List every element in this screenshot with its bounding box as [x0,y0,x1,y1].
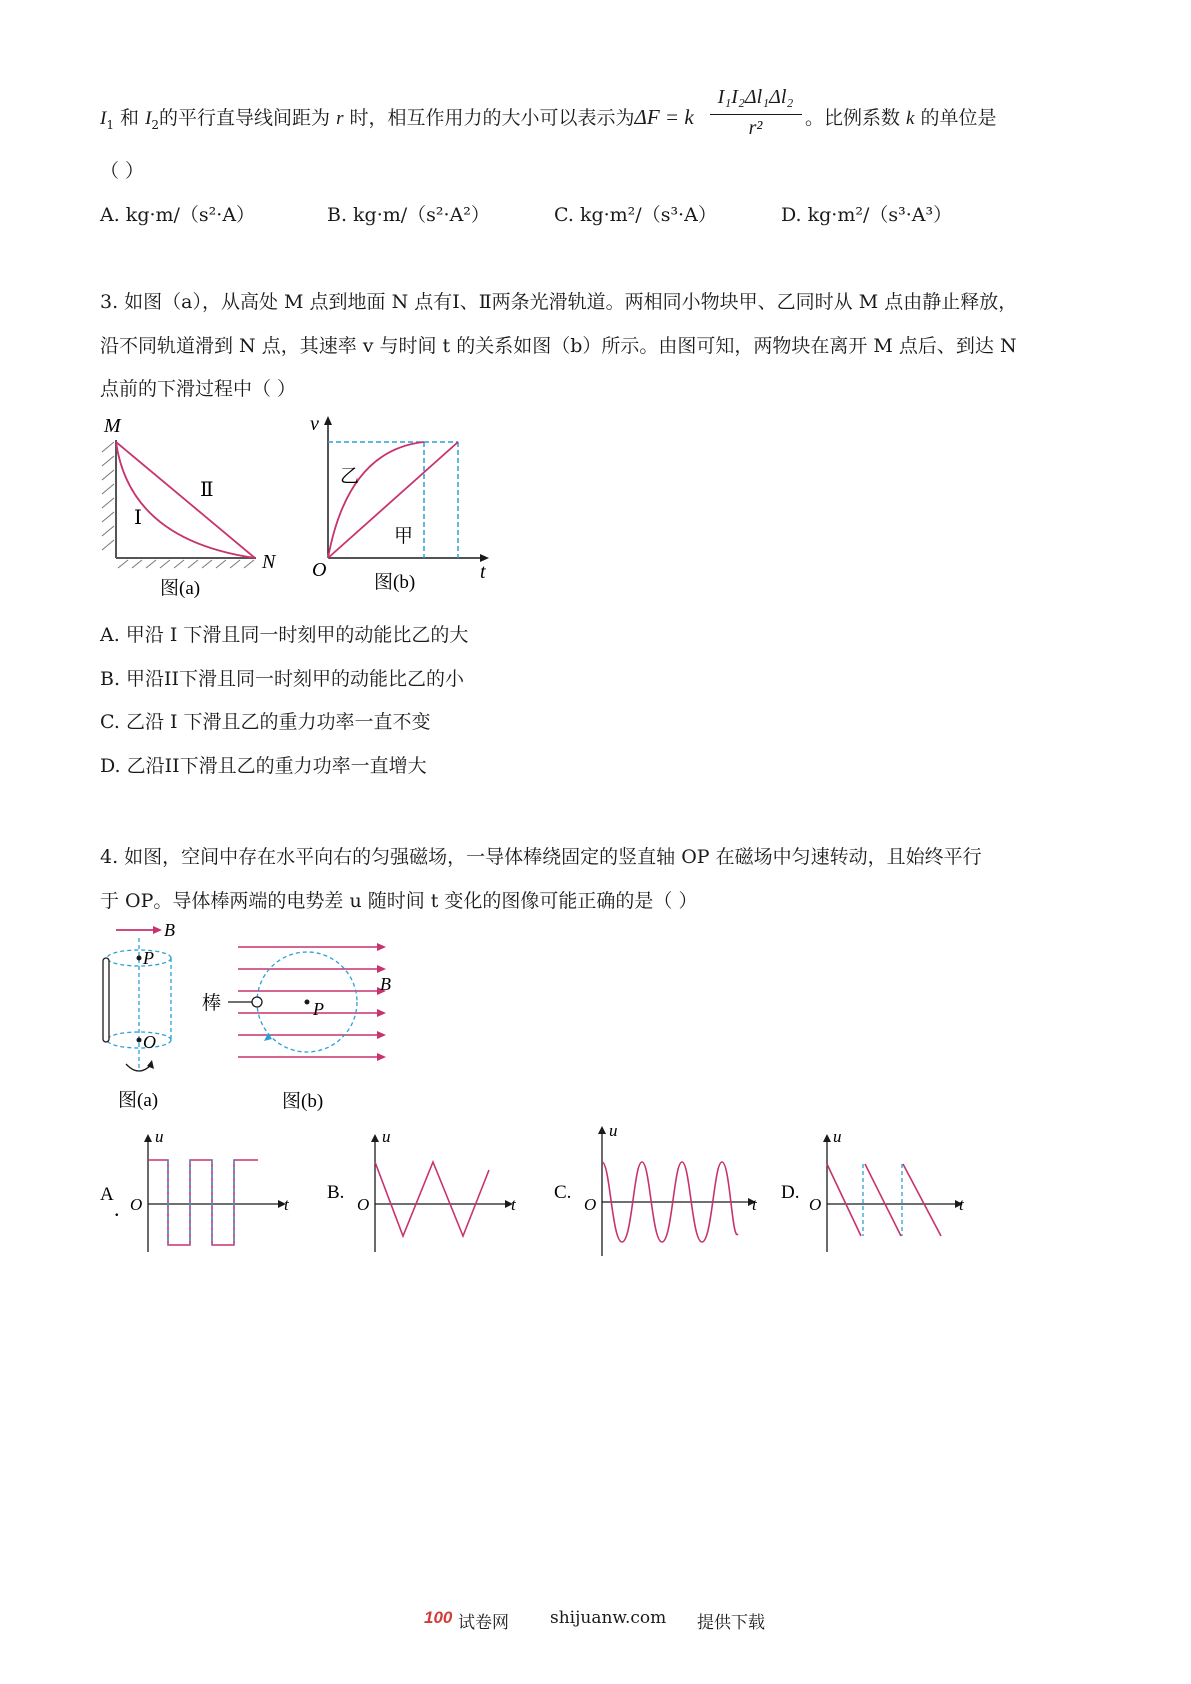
graph-a-dot: . [114,1196,120,1221]
q2-formula-denominator: r² [748,117,763,139]
graph-d-o: O [809,1195,822,1214]
b-arrow-head [153,926,162,934]
label-v: v [310,413,319,435]
q2-text-f: 。比例系数 [805,107,907,129]
q3-stem-line3: 点前的下滑过程中（ ） [100,378,297,400]
graph-b-t: t [511,1195,516,1214]
q4-graph-d [781,1127,981,1270]
graph-a-u: u [155,1127,164,1146]
q2-k: k [906,108,915,129]
q3-stem-line1: 3. 如图（a），从高处 M 点到地面 N 点有Ⅰ、Ⅱ两条光滑轨道。两相同小物块甲、乙同时从 M 点由静止释放， [100,291,1018,313]
conductor-rod [103,958,109,1042]
q4-graph-a [100,1127,300,1270]
q2-r: r [336,108,344,129]
graph-c-u: u [609,1121,618,1140]
q3-option-c: C. 乙沿 I 下滑且乙的重力功率一直不变 [100,711,431,733]
q3-stem-line2: 沿不同轨道滑到 N 点，其速率 v 与时间 t 的关系如图（b）所示。由图可知，两物块在离开 M 点后、到达 N [100,335,1017,357]
label-n: N [262,551,276,573]
label-b-b: B [380,974,391,994]
graph-c-o: O [584,1195,597,1214]
q3-figure-b [308,410,508,600]
q2-i2: I [145,108,152,129]
point-p [137,956,142,961]
q2-sub1: 1 [106,117,114,132]
caption-a: 图(a) [160,578,201,599]
graph-d-t: t [959,1195,964,1214]
graph-a-label: A [100,1184,114,1205]
label-m: M [104,415,121,437]
caption-4b: 图(b) [282,1091,324,1112]
q2-answer-paren: （ ） [100,160,145,182]
label-rod: 棒 [202,993,222,1014]
q2-i1: I [100,108,107,129]
footer-logo: 100 [424,1608,453,1627]
label-o-a: O [143,1032,156,1052]
label-track-i: Ⅰ [134,507,142,529]
graph-d-u: u [833,1127,842,1146]
q2-text-b: 和 [113,107,146,129]
q2-option-d: D. kg·m²/（s³·A³） [781,204,953,226]
point-o [137,1038,142,1043]
graph-b-label: B. [327,1182,345,1203]
label-p-a: P [143,948,154,968]
q4-stem-line1: 4. 如图，空间中存在水平向右的匀强磁场，一导体棒绕固定的竖直轴 OP 在磁场中匀速转动，且始终平行 [100,846,982,868]
hatch-ground [116,558,256,568]
graph-c-t: t [752,1195,757,1214]
q3-figure-a [100,410,290,600]
footer [0,1608,1191,1638]
q2-text-e: 时，相互作用力的大小可以表示为 [343,107,635,129]
q2-sub2: 2 [151,117,160,132]
q2-stem-line1-tail [805,103,997,130]
q2-formula-numerator: I₁I₂Δl₁Δl₂ [717,86,794,108]
point-p-b [305,1000,310,1005]
footer-domain[interactable]: shijuanw.com [550,1608,667,1628]
v-axis-arrow [324,416,332,425]
graph-c-label: C. [554,1182,572,1203]
field-arrowheads [377,943,386,1061]
graph-b-u: u [382,1127,391,1146]
label-track-ii: Ⅱ [200,479,214,501]
graph-b-o: O [357,1195,370,1214]
q2-option-a: A. kg·m/（s²·A） [100,204,256,226]
caption-4a: 图(a) [118,1090,159,1111]
footer-tagline: 提供下载 [697,1613,765,1633]
q2-option-c: C. kg·m²/（s³·A） [554,204,717,226]
label-yi: 乙 [340,466,360,487]
q2-stem-line1 [100,103,694,132]
label-o: O [312,559,327,581]
q2-formula-lhs: ΔF = k [634,105,694,129]
label-b-a: B [164,920,175,940]
q4-figure-a [96,920,206,1120]
q3-option-b: B. 甲沿II下滑且同一时刻甲的动能比乙的小 [100,668,465,690]
circle-arrow [264,1033,272,1041]
line-jia [328,442,458,558]
label-t: t [480,561,486,583]
q3-option-d: D. 乙沿II下滑且乙的重力功率一直增大 [100,755,427,777]
track-ii [116,442,255,558]
label-p-b: P [313,999,324,1019]
hatch-wall [102,440,116,558]
rod-cross-section [252,997,262,1007]
graph-d-label: D. [781,1182,800,1203]
q2-option-b: B. kg·m/（s²·A²） [327,204,490,226]
q2-fraction-bar [710,114,802,115]
graph-a-t: t [284,1195,289,1214]
q2-text-g: 的单位是 [914,107,997,129]
label-jia: 甲 [394,526,414,547]
footer-site-name: 试卷网 [458,1613,509,1633]
caption-b: 图(b) [374,572,416,593]
q4-graph-b [327,1127,527,1270]
q2-text-d: 的平行直导线间距为 [159,107,337,129]
graph-a-o: O [130,1195,143,1214]
q4-graph-c [554,1122,764,1272]
q4-stem-line2: 于 OP。导体棒两端的电势差 u 随时间 t 变化的图像可能正确的是（ ） [100,890,698,912]
q3-option-a: A. 甲沿 I 下滑且同一时刻甲的动能比乙的大 [100,624,469,646]
q4-figure-b [200,935,420,1115]
